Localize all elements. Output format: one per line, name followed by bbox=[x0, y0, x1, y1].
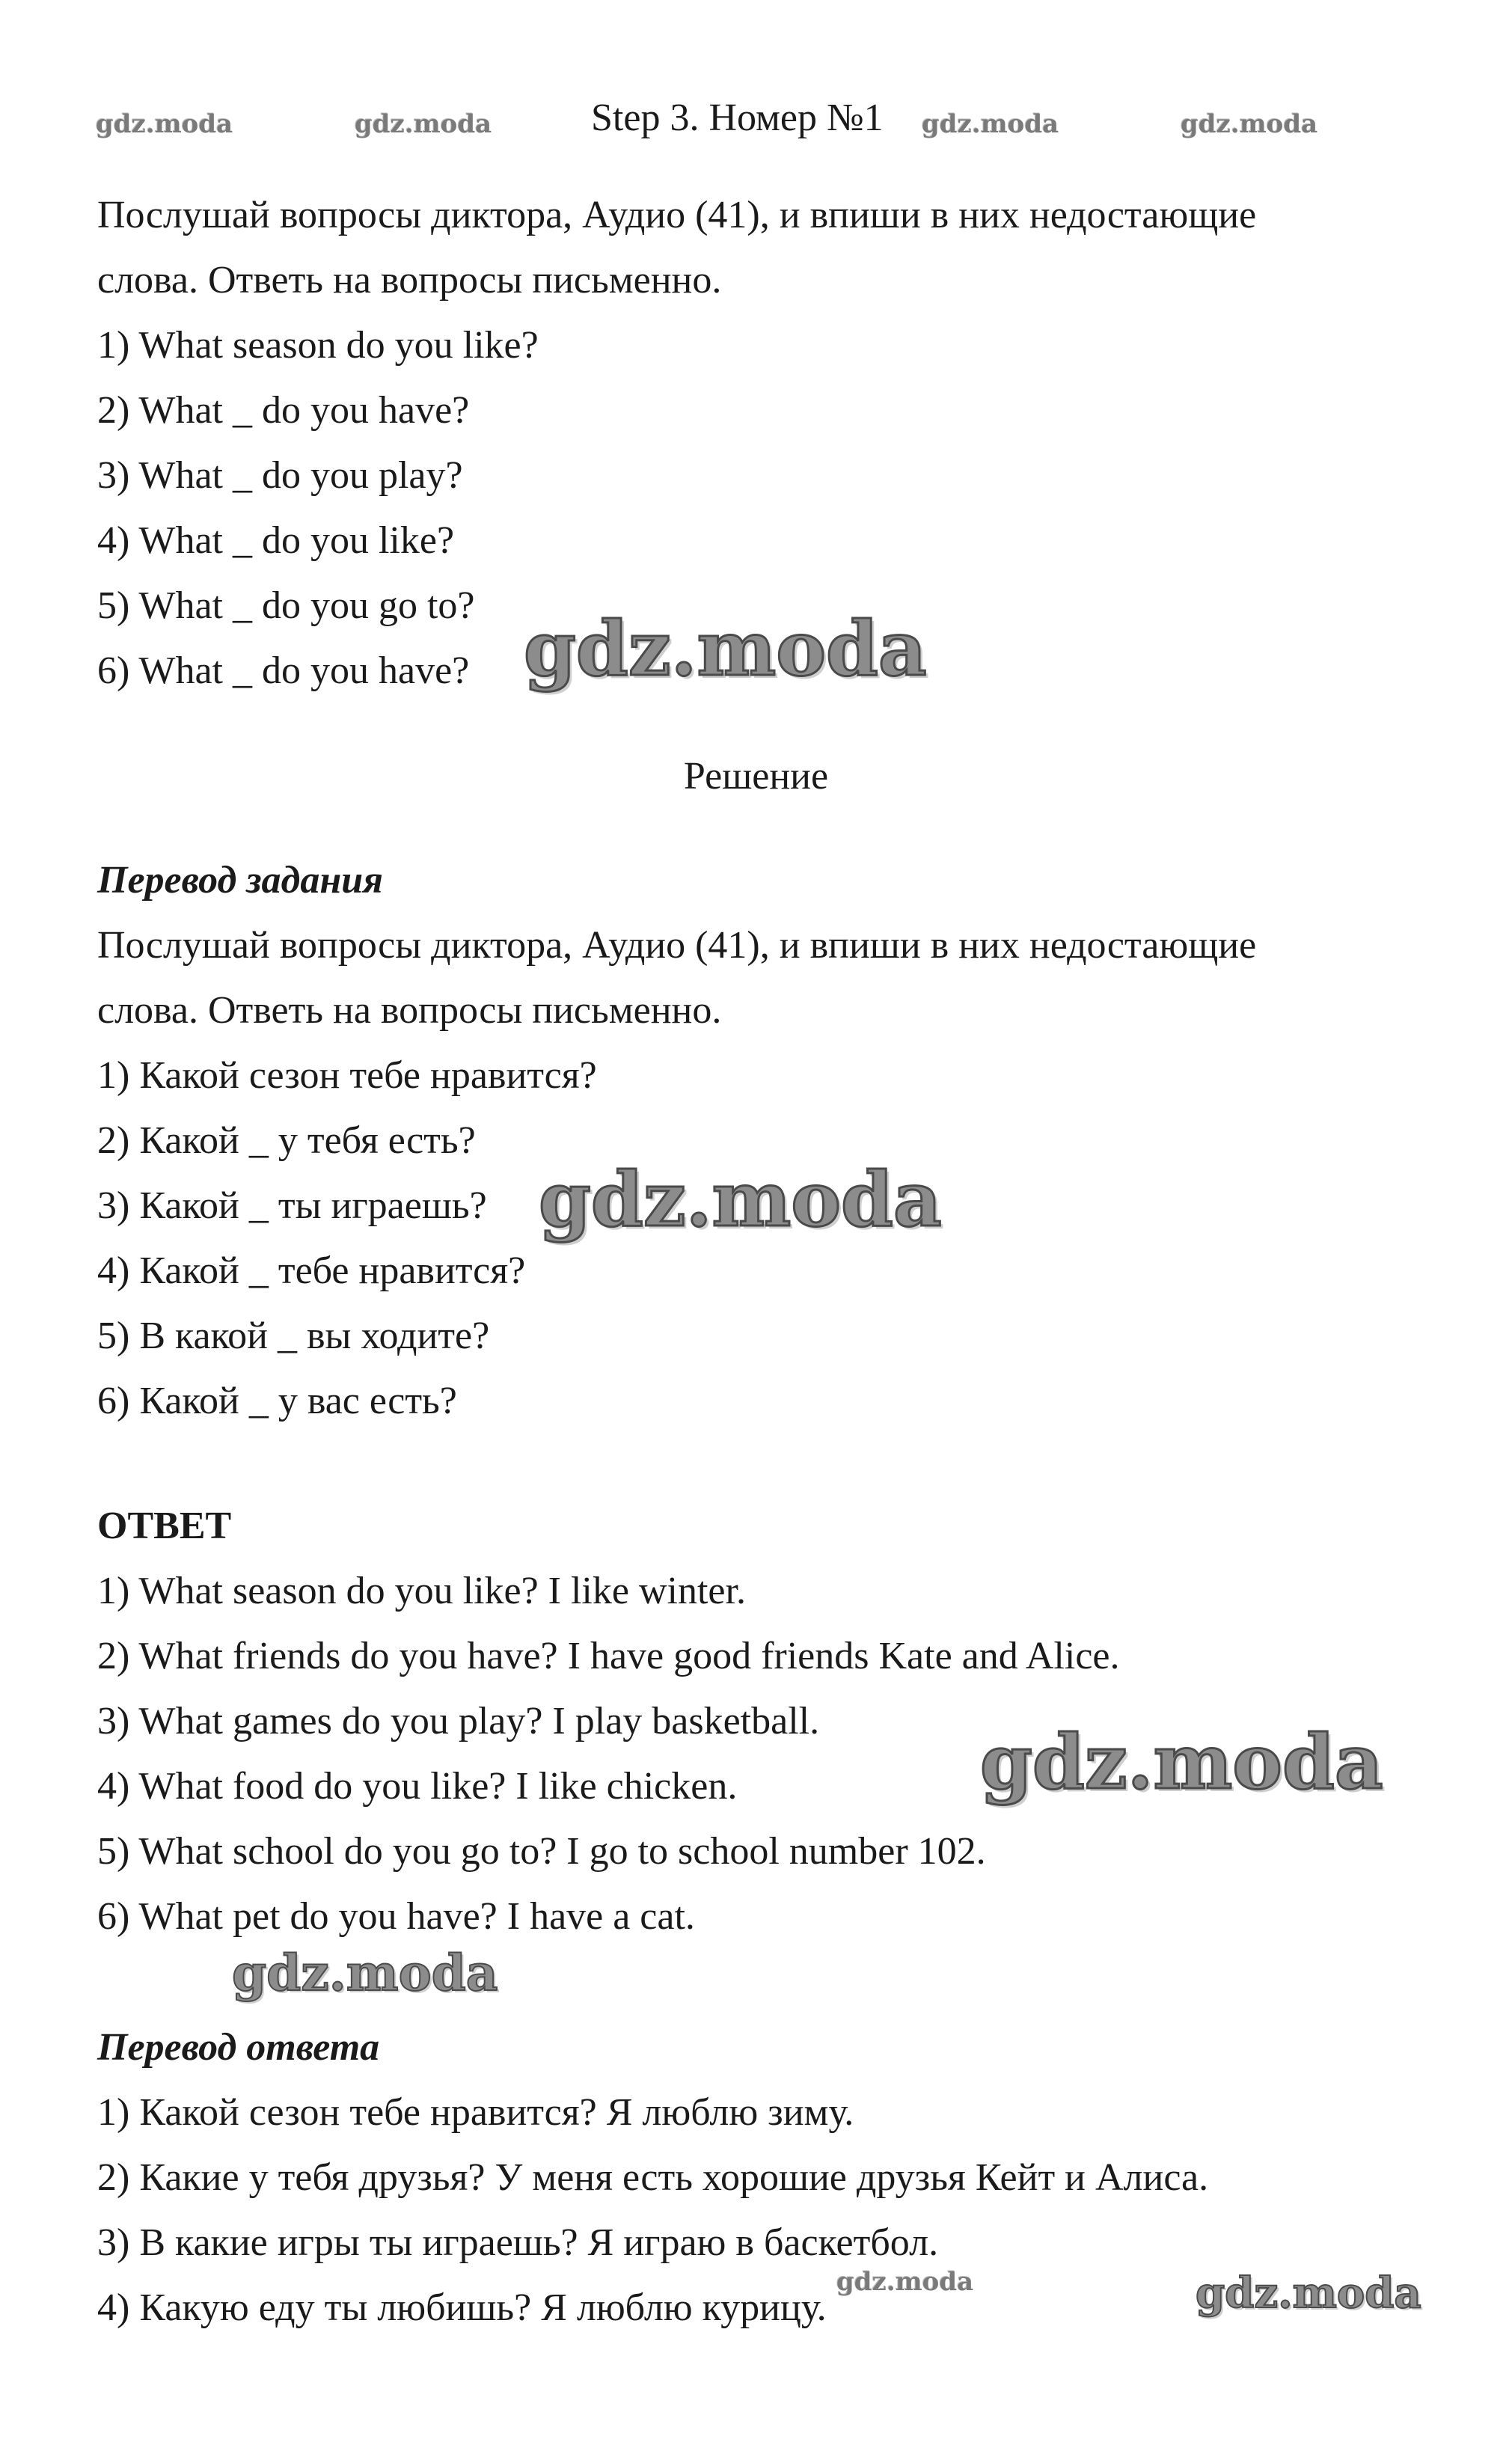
watermark: gdz.moda bbox=[1181, 109, 1318, 139]
translation-question: 3) Какой _ ты играешь? bbox=[97, 1184, 487, 1227]
page-title: Step 3. Номер №1 bbox=[591, 97, 884, 139]
task-instruction-line-2: слова. Ответь на вопросы письменно. bbox=[97, 259, 722, 302]
answer-line: 5) What school do you go to? I go to school number 102. bbox=[97, 1830, 986, 1873]
translation-question: 2) Какой _ у тебя есть? bbox=[97, 1119, 476, 1162]
watermark: gdz.moda bbox=[96, 109, 233, 139]
answer-line: 1) What season do you like? I like winter. bbox=[97, 1570, 746, 1612]
task-question: 2) What _ do you have? bbox=[97, 389, 470, 432]
translation-instruction-line-1: Послушай вопросы диктора, Аудио (41), и впиши в них недостающие bbox=[97, 924, 1257, 967]
answer-line: 2) What friends do you have? I have good friends Kate and Alice. bbox=[97, 1635, 1120, 1677]
answer-heading: ОТВЕТ bbox=[97, 1505, 232, 1547]
task-question: 5) What _ do you go to? bbox=[97, 584, 475, 627]
watermark: gdz.moda bbox=[539, 1155, 942, 1243]
task-question: 1) What season do you like? bbox=[97, 324, 539, 367]
task-question: 6) What _ do you have? bbox=[97, 649, 470, 692]
answer-translation-line: 4) Какую еду ты любишь? Я люблю курицу. bbox=[97, 2286, 827, 2329]
translation-question: 6) Какой _ у вас есть? bbox=[97, 1380, 457, 1422]
task-question: 3) What _ do you play? bbox=[97, 454, 463, 497]
watermark: gdz.moda bbox=[980, 1718, 1383, 1806]
translation-instruction-line-2: слова. Ответь на вопросы письменно. bbox=[97, 989, 722, 1032]
watermark: gdz.moda bbox=[524, 605, 927, 693]
watermark: gdz.moda bbox=[1196, 2268, 1421, 2318]
watermark: gdz.moda bbox=[232, 1944, 498, 2002]
translation-question: 4) Какой _ тебе нравится? bbox=[97, 1249, 526, 1292]
answer-line: 6) What pet do you have? I have a cat. bbox=[97, 1895, 695, 1938]
translation-question: 1) Какой сезон тебе нравится? bbox=[97, 1054, 597, 1097]
answer-translation-line: 3) В какие игры ты играешь? Я играю в баскетбол. bbox=[97, 2221, 939, 2264]
watermark: gdz.moda bbox=[922, 109, 1059, 139]
task-instruction-line-1: Послушай вопросы диктора, Аудио (41), и впиши в них недостающие bbox=[97, 194, 1257, 236]
answer-translation-line: 1) Какой сезон тебе нравится? Я люблю зиму. bbox=[97, 2091, 854, 2134]
watermark: gdz.moda bbox=[836, 2267, 974, 2297]
watermark: gdz.moda bbox=[355, 109, 492, 139]
task-translation-heading: Перевод задания bbox=[97, 859, 383, 902]
answer-translation-heading: Перевод ответа bbox=[97, 2026, 380, 2069]
task-question: 4) What _ do you like? bbox=[97, 519, 455, 562]
answer-line: 4) What food do you like? I like chicken. bbox=[97, 1765, 738, 1808]
answer-line: 3) What games do you play? I play basketball. bbox=[97, 1700, 820, 1742]
answer-translation-line: 2) Какие у тебя друзья? У меня есть хорошие друзья Кейт и Алиса. bbox=[97, 2156, 1209, 2199]
solution-label: Решение bbox=[683, 755, 829, 798]
translation-question: 5) В какой _ вы ходите? bbox=[97, 1315, 490, 1357]
